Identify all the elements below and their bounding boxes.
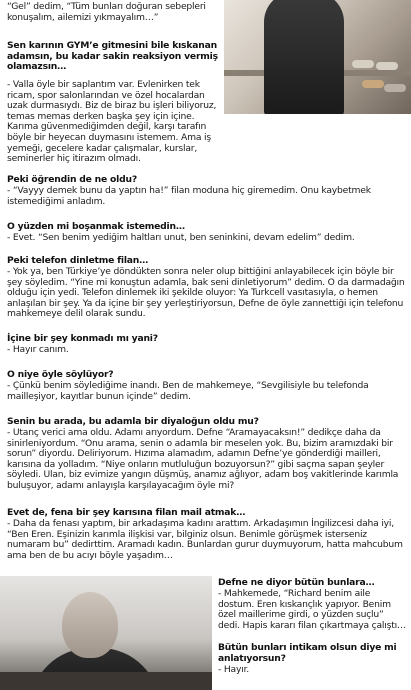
answer: - Evet. “Sen benim yediğim haltları unut, ben seninkini, devam edelim” dedim. (7, 232, 355, 243)
answer: - Hayır canım. (7, 344, 69, 355)
answer: - Daha da fenası yaptım, bir arkadaşıma kadını arattım. Arkadaşımın İngilizcesi daha iyi, “Ben Eren. Eşinizin karımla ilişkisi var, bilginiz olsun. Benimle görüşmek isterseniz numaram bu” dedirttim. Aramadı kadın. Bunlardan gurur duymuyorum, hatta mahcubum ama ben de bu acıyı böyle yaşadım… (7, 518, 403, 561)
question: O niye öyle söylüyor? (7, 369, 114, 380)
answer: - Çünkü benim söylediğime inandı. Ben de mahkemeye, “Sevgilisiyle bu telefonda mailleşiyor, kayıtlar bunun içinde” dedim. (7, 380, 369, 402)
answer: - “Vayyy demek bunu da yaptın ha!” filan moduna hiç giremedim. Onu kaybetmek istemediğimi anladım. (7, 185, 371, 207)
top-photo (224, 0, 411, 114)
question: İçine bir şey konmadı mı yani? (7, 333, 158, 344)
paragraph: “Gel” dedim, “Tüm bunları doğuran sebepleri konuşalım, ailemizi yıkmayalım…” (7, 1, 206, 23)
answer: - Mahkemede, “Richard benim aile dostum. Eren kıskançlık yapıyor. Benim özel maillerime girdi, o yüzden suçlu” dedi. Hapis kararı filan çıkartmaya çalıştı… (218, 588, 406, 631)
question: O yüzden mi boşanmak istemedin… (7, 221, 185, 232)
question: Evet de, fena bir şey karısına filan mail atmak… (7, 507, 246, 518)
answer: - Utanç verici ama oldu. Adamı arıyordum. Defne “Aramayacaksın!” dedikçe daha da sinirleniyordum. “Onu arama, senin o adamla bir meselen yok. Bu, bizim aramızdaki bir sorun” diyordu. Deliriyorum. Hızıma alamadım, adamın Defne’ye gönderdiği mailleri, karısına da yolladım. “Niye onların mutluluğun bozuyorsun?” gibi saçma sapan şeyler söyledi. Ulan, biz evimize yangın düşmüş, anamız ağlıyor, adam boş vakitlerinde karımla buluşuyor, adamı anlayışla karşılayacağım öyle mi? (7, 427, 399, 491)
answer: - Yok ya, ben Türkiye’ye döndükten sonra neler olup bittiğini anlayabilecek için böyle bir şey söyledim. “Yine mi konuştun adamla, bak seni dinletiyorum” dedim. O da darmadağın olduğu için yedi. Telefon dinlemek iki şekilde oluyor: Ya Turkcell vasıtasıyla, o hemen anlaşılan bir şey. Ya da içine bir şey yerleştiriyorsun, Defne de öyle zannettiği için telefonu mahkemeye delil olarak sundu. (7, 266, 405, 320)
question: Peki öğrendin de ne oldu? (7, 174, 137, 185)
interviewee-photo (0, 576, 212, 690)
question: Senin bu arada, bu adamla bir diyaloğun oldu mu? (7, 416, 259, 427)
answer: - Hayır. (218, 664, 250, 675)
question: Bütün bunları intikam olsun diye mi anlatıyorsun? (218, 642, 397, 664)
answer: - Valla öyle bir saplantım var. Evlenirken tek ricam, spor salonlarından ve özel hocalardan uzak durmasıydı. Biz de biraz bu işleri biliyoruz, temas memas derken başka şey için içine. Karıma güvenmediğimden değil, karşı tarafın böyle bir heyecan duymasını istemem. Ama iş yemeği, gecelere kadar çalışmalar, kurslar, seminerler hiç itirazım olmadı. (7, 79, 217, 165)
question: Defne ne diyor bütün bunlara… (218, 577, 375, 588)
question: Sen karının GYM’e gitmesini bile kıskanan adamsın, bu kadar sakin reaksiyon vermiş olamazsın… (7, 40, 218, 73)
question: Peki telefon dinletme filan… (7, 255, 149, 266)
